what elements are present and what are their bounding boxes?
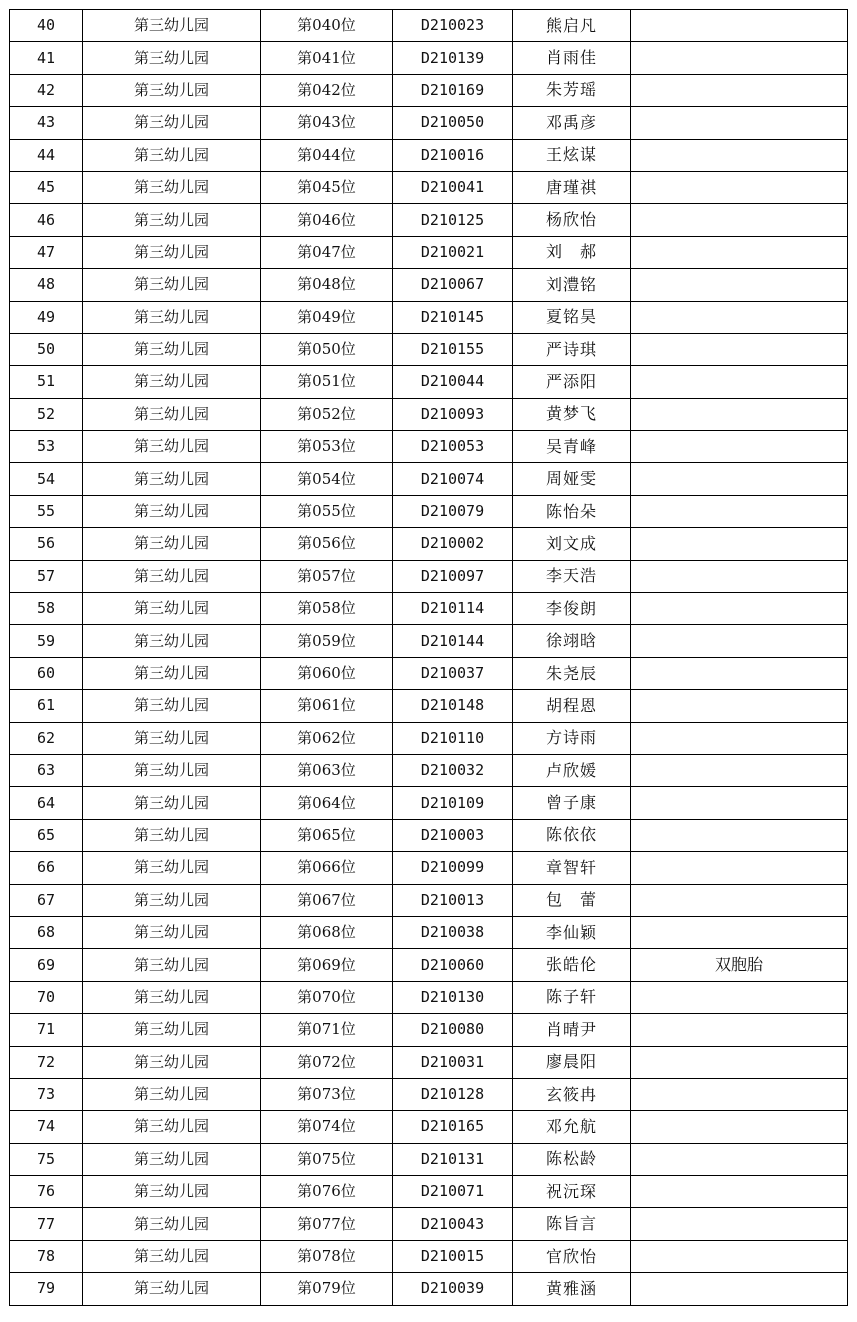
code-cell: D210144 — [393, 625, 513, 657]
school-cell: 第三幼儿园 — [83, 722, 261, 754]
row-number-cell: 67 — [10, 884, 83, 916]
position-cell: 第043位 — [261, 107, 393, 139]
roster-table-body — [10, 10, 848, 1306]
child-name-cell: 包 蕾 — [513, 884, 631, 916]
table-row — [10, 690, 848, 722]
child-name-cell: 杨欣怡 — [513, 204, 631, 236]
note-cell: 双胞胎 — [631, 949, 848, 981]
child-name-cell: 肖晴尹 — [513, 1014, 631, 1046]
code-cell: D210043 — [393, 1208, 513, 1240]
table-row — [10, 916, 848, 948]
row-number-cell: 43 — [10, 107, 83, 139]
note-cell — [631, 625, 848, 657]
code-cell: D210038 — [393, 916, 513, 948]
row-number-cell: 51 — [10, 366, 83, 398]
table-row — [10, 1176, 848, 1208]
table-row — [10, 495, 848, 527]
note-cell — [631, 10, 848, 42]
position-cell: 第044位 — [261, 139, 393, 171]
note-cell — [631, 42, 848, 74]
school-cell: 第三幼儿园 — [83, 236, 261, 268]
child-name-cell: 徐翊晗 — [513, 625, 631, 657]
row-number-cell: 64 — [10, 787, 83, 819]
child-name-cell: 肖雨佳 — [513, 42, 631, 74]
position-cell: 第063位 — [261, 754, 393, 786]
table-row — [10, 139, 848, 171]
row-number-cell: 48 — [10, 269, 83, 301]
row-number-cell: 47 — [10, 236, 83, 268]
position-cell: 第077位 — [261, 1208, 393, 1240]
note-cell — [631, 690, 848, 722]
table-row — [10, 1014, 848, 1046]
position-cell: 第041位 — [261, 42, 393, 74]
school-cell: 第三幼儿园 — [83, 852, 261, 884]
note-cell — [631, 1143, 848, 1175]
code-cell: D210021 — [393, 236, 513, 268]
child-name-cell: 严诗琪 — [513, 333, 631, 365]
note-cell — [631, 431, 848, 463]
table-row — [10, 463, 848, 495]
table-row — [10, 657, 848, 689]
child-name-cell: 夏铭昊 — [513, 301, 631, 333]
position-cell: 第076位 — [261, 1176, 393, 1208]
position-cell: 第071位 — [261, 1014, 393, 1046]
school-cell: 第三幼儿园 — [83, 884, 261, 916]
note-cell — [631, 722, 848, 754]
school-cell: 第三幼儿园 — [83, 107, 261, 139]
note-cell — [631, 301, 848, 333]
code-cell: D210110 — [393, 722, 513, 754]
roster-sheet — [9, 9, 847, 1306]
child-name-cell: 李天浩 — [513, 560, 631, 592]
table-row — [10, 398, 848, 430]
code-cell: D210032 — [393, 754, 513, 786]
child-name-cell: 陈怡朵 — [513, 495, 631, 527]
code-cell: D210067 — [393, 269, 513, 301]
school-cell: 第三幼儿园 — [83, 204, 261, 236]
code-cell: D210169 — [393, 74, 513, 106]
row-number-cell: 77 — [10, 1208, 83, 1240]
position-cell: 第050位 — [261, 333, 393, 365]
note-cell — [631, 819, 848, 851]
note-cell — [631, 204, 848, 236]
child-name-cell: 熊启凡 — [513, 10, 631, 42]
note-cell — [631, 560, 848, 592]
school-cell: 第三幼儿园 — [83, 981, 261, 1013]
note-cell — [631, 495, 848, 527]
child-name-cell: 吴青峰 — [513, 431, 631, 463]
table-row — [10, 333, 848, 365]
child-name-cell: 黄梦飞 — [513, 398, 631, 430]
roster-table — [9, 9, 848, 1306]
row-number-cell: 73 — [10, 1078, 83, 1110]
code-cell: D210165 — [393, 1111, 513, 1143]
code-cell: D210002 — [393, 528, 513, 560]
position-cell: 第057位 — [261, 560, 393, 592]
position-cell: 第056位 — [261, 528, 393, 560]
school-cell: 第三幼儿园 — [83, 657, 261, 689]
position-cell: 第068位 — [261, 916, 393, 948]
code-cell: D210097 — [393, 560, 513, 592]
row-number-cell: 57 — [10, 560, 83, 592]
school-cell: 第三幼儿园 — [83, 1176, 261, 1208]
child-name-cell: 邓允航 — [513, 1111, 631, 1143]
note-cell — [631, 916, 848, 948]
child-name-cell: 官欣怡 — [513, 1240, 631, 1272]
position-cell: 第059位 — [261, 625, 393, 657]
table-row — [10, 107, 848, 139]
note-cell — [631, 1078, 848, 1110]
note-cell — [631, 74, 848, 106]
code-cell: D210074 — [393, 463, 513, 495]
child-name-cell: 刘 郝 — [513, 236, 631, 268]
position-cell: 第042位 — [261, 74, 393, 106]
table-row — [10, 269, 848, 301]
position-cell: 第040位 — [261, 10, 393, 42]
school-cell: 第三幼儿园 — [83, 74, 261, 106]
note-cell — [631, 1046, 848, 1078]
row-number-cell: 66 — [10, 852, 83, 884]
row-number-cell: 75 — [10, 1143, 83, 1175]
position-cell: 第055位 — [261, 495, 393, 527]
table-row — [10, 625, 848, 657]
child-name-cell: 陈子轩 — [513, 981, 631, 1013]
school-cell: 第三幼儿园 — [83, 398, 261, 430]
position-cell: 第072位 — [261, 1046, 393, 1078]
note-cell — [631, 1208, 848, 1240]
child-name-cell: 玄筱冉 — [513, 1078, 631, 1110]
row-number-cell: 50 — [10, 333, 83, 365]
school-cell: 第三幼儿园 — [83, 42, 261, 74]
code-cell: D210015 — [393, 1240, 513, 1272]
school-cell: 第三幼儿园 — [83, 1273, 261, 1305]
table-row — [10, 884, 848, 916]
child-name-cell: 陈旨言 — [513, 1208, 631, 1240]
school-cell: 第三幼儿园 — [83, 916, 261, 948]
row-number-cell: 71 — [10, 1014, 83, 1046]
note-cell — [631, 1176, 848, 1208]
child-name-cell: 方诗雨 — [513, 722, 631, 754]
position-cell: 第069位 — [261, 949, 393, 981]
child-name-cell: 朱尧辰 — [513, 657, 631, 689]
table-row — [10, 819, 848, 851]
code-cell: D210109 — [393, 787, 513, 819]
child-name-cell: 唐瑾祺 — [513, 171, 631, 203]
row-number-cell: 72 — [10, 1046, 83, 1078]
note-cell — [631, 528, 848, 560]
school-cell: 第三幼儿园 — [83, 528, 261, 560]
code-cell: D210016 — [393, 139, 513, 171]
position-cell: 第078位 — [261, 1240, 393, 1272]
school-cell: 第三幼儿园 — [83, 690, 261, 722]
school-cell: 第三幼儿园 — [83, 1014, 261, 1046]
code-cell: D210155 — [393, 333, 513, 365]
row-number-cell: 60 — [10, 657, 83, 689]
position-cell: 第048位 — [261, 269, 393, 301]
position-cell: 第051位 — [261, 366, 393, 398]
row-number-cell: 44 — [10, 139, 83, 171]
table-row — [10, 366, 848, 398]
row-number-cell: 56 — [10, 528, 83, 560]
row-number-cell: 42 — [10, 74, 83, 106]
position-cell: 第079位 — [261, 1273, 393, 1305]
note-cell — [631, 852, 848, 884]
school-cell: 第三幼儿园 — [83, 819, 261, 851]
code-cell: D210145 — [393, 301, 513, 333]
code-cell: D210079 — [393, 495, 513, 527]
child-name-cell: 李仙颖 — [513, 916, 631, 948]
note-cell — [631, 787, 848, 819]
position-cell: 第045位 — [261, 171, 393, 203]
code-cell: D210125 — [393, 204, 513, 236]
position-cell: 第047位 — [261, 236, 393, 268]
school-cell: 第三幼儿园 — [83, 949, 261, 981]
school-cell: 第三幼儿园 — [83, 366, 261, 398]
note-cell — [631, 398, 848, 430]
child-name-cell: 黄雅涵 — [513, 1273, 631, 1305]
school-cell: 第三幼儿园 — [83, 625, 261, 657]
school-cell: 第三幼儿园 — [83, 431, 261, 463]
row-number-cell: 62 — [10, 722, 83, 754]
code-cell: D210041 — [393, 171, 513, 203]
child-name-cell: 王炫谋 — [513, 139, 631, 171]
position-cell: 第075位 — [261, 1143, 393, 1175]
school-cell: 第三幼儿园 — [83, 1208, 261, 1240]
child-name-cell: 朱芳瑶 — [513, 74, 631, 106]
child-name-cell: 李俊朗 — [513, 593, 631, 625]
school-cell: 第三幼儿园 — [83, 495, 261, 527]
table-row — [10, 10, 848, 42]
child-name-cell: 陈依依 — [513, 819, 631, 851]
school-cell: 第三幼儿园 — [83, 171, 261, 203]
table-row — [10, 1273, 848, 1305]
table-row — [10, 981, 848, 1013]
code-cell: D210003 — [393, 819, 513, 851]
code-cell: D210013 — [393, 884, 513, 916]
position-cell: 第058位 — [261, 593, 393, 625]
child-name-cell: 刘澧铭 — [513, 269, 631, 301]
row-number-cell: 79 — [10, 1273, 83, 1305]
position-cell: 第074位 — [261, 1111, 393, 1143]
row-number-cell: 52 — [10, 398, 83, 430]
row-number-cell: 65 — [10, 819, 83, 851]
table-row — [10, 787, 848, 819]
position-cell: 第052位 — [261, 398, 393, 430]
table-row — [10, 301, 848, 333]
school-cell: 第三幼儿园 — [83, 593, 261, 625]
code-cell: D210031 — [393, 1046, 513, 1078]
note-cell — [631, 107, 848, 139]
row-number-cell: 58 — [10, 593, 83, 625]
note-cell — [631, 269, 848, 301]
school-cell: 第三幼儿园 — [83, 139, 261, 171]
child-name-cell: 曾子康 — [513, 787, 631, 819]
school-cell: 第三幼儿园 — [83, 1240, 261, 1272]
note-cell — [631, 333, 848, 365]
child-name-cell: 陈松龄 — [513, 1143, 631, 1175]
child-name-cell: 张皓伦 — [513, 949, 631, 981]
school-cell: 第三幼儿园 — [83, 754, 261, 786]
code-cell: D210037 — [393, 657, 513, 689]
row-number-cell: 61 — [10, 690, 83, 722]
row-number-cell: 68 — [10, 916, 83, 948]
note-cell — [631, 1273, 848, 1305]
code-cell: D210044 — [393, 366, 513, 398]
school-cell: 第三幼儿园 — [83, 333, 261, 365]
note-cell — [631, 236, 848, 268]
position-cell: 第070位 — [261, 981, 393, 1013]
code-cell: D210080 — [393, 1014, 513, 1046]
code-cell: D210128 — [393, 1078, 513, 1110]
row-number-cell: 49 — [10, 301, 83, 333]
table-row — [10, 754, 848, 786]
note-cell — [631, 1240, 848, 1272]
table-row — [10, 74, 848, 106]
row-number-cell: 45 — [10, 171, 83, 203]
note-cell — [631, 366, 848, 398]
row-number-cell: 69 — [10, 949, 83, 981]
note-cell — [631, 139, 848, 171]
school-cell: 第三幼儿园 — [83, 1111, 261, 1143]
code-cell: D210023 — [393, 10, 513, 42]
table-row — [10, 528, 848, 560]
position-cell: 第046位 — [261, 204, 393, 236]
school-cell: 第三幼儿园 — [83, 1046, 261, 1078]
school-cell: 第三幼儿园 — [83, 463, 261, 495]
school-cell: 第三幼儿园 — [83, 1078, 261, 1110]
school-cell: 第三幼儿园 — [83, 1143, 261, 1175]
table-row — [10, 949, 848, 981]
note-cell — [631, 1111, 848, 1143]
table-row — [10, 171, 848, 203]
code-cell: D210093 — [393, 398, 513, 430]
child-name-cell: 周娅雯 — [513, 463, 631, 495]
child-name-cell: 邓禹彦 — [513, 107, 631, 139]
table-row — [10, 852, 848, 884]
school-cell: 第三幼儿园 — [83, 301, 261, 333]
table-row — [10, 42, 848, 74]
row-number-cell: 74 — [10, 1111, 83, 1143]
note-cell — [631, 593, 848, 625]
row-number-cell: 55 — [10, 495, 83, 527]
row-number-cell: 59 — [10, 625, 83, 657]
note-cell — [631, 463, 848, 495]
child-name-cell: 卢欣媛 — [513, 754, 631, 786]
row-number-cell: 54 — [10, 463, 83, 495]
code-cell: D210130 — [393, 981, 513, 1013]
code-cell: D210114 — [393, 593, 513, 625]
row-number-cell: 53 — [10, 431, 83, 463]
position-cell: 第049位 — [261, 301, 393, 333]
position-cell: 第060位 — [261, 657, 393, 689]
table-row — [10, 593, 848, 625]
table-row — [10, 1046, 848, 1078]
table-row — [10, 1143, 848, 1175]
row-number-cell: 76 — [10, 1176, 83, 1208]
note-cell — [631, 754, 848, 786]
position-cell: 第066位 — [261, 852, 393, 884]
code-cell: D210099 — [393, 852, 513, 884]
child-name-cell: 严添阳 — [513, 366, 631, 398]
position-cell: 第067位 — [261, 884, 393, 916]
school-cell: 第三幼儿园 — [83, 10, 261, 42]
position-cell: 第062位 — [261, 722, 393, 754]
code-cell: D210039 — [393, 1273, 513, 1305]
position-cell: 第054位 — [261, 463, 393, 495]
school-cell: 第三幼儿园 — [83, 560, 261, 592]
note-cell — [631, 884, 848, 916]
row-number-cell: 70 — [10, 981, 83, 1013]
table-row — [10, 1111, 848, 1143]
row-number-cell: 78 — [10, 1240, 83, 1272]
table-row — [10, 1078, 848, 1110]
note-cell — [631, 657, 848, 689]
table-row — [10, 204, 848, 236]
position-cell: 第073位 — [261, 1078, 393, 1110]
table-row — [10, 1208, 848, 1240]
child-name-cell: 章智轩 — [513, 852, 631, 884]
code-cell: D210148 — [393, 690, 513, 722]
code-cell: D210053 — [393, 431, 513, 463]
position-cell: 第053位 — [261, 431, 393, 463]
row-number-cell: 63 — [10, 754, 83, 786]
row-number-cell: 40 — [10, 10, 83, 42]
table-row — [10, 1240, 848, 1272]
table-row — [10, 560, 848, 592]
child-name-cell: 祝沅琛 — [513, 1176, 631, 1208]
table-row — [10, 236, 848, 268]
position-cell: 第064位 — [261, 787, 393, 819]
row-number-cell: 41 — [10, 42, 83, 74]
child-name-cell: 胡程恩 — [513, 690, 631, 722]
school-cell: 第三幼儿园 — [83, 787, 261, 819]
code-cell: D210139 — [393, 42, 513, 74]
code-cell: D210131 — [393, 1143, 513, 1175]
position-cell: 第061位 — [261, 690, 393, 722]
note-cell — [631, 981, 848, 1013]
note-cell — [631, 171, 848, 203]
row-number-cell: 46 — [10, 204, 83, 236]
code-cell: D210071 — [393, 1176, 513, 1208]
code-cell: D210060 — [393, 949, 513, 981]
child-name-cell: 廖晨阳 — [513, 1046, 631, 1078]
school-cell: 第三幼儿园 — [83, 269, 261, 301]
child-name-cell: 刘文成 — [513, 528, 631, 560]
code-cell: D210050 — [393, 107, 513, 139]
position-cell: 第065位 — [261, 819, 393, 851]
table-row — [10, 722, 848, 754]
note-cell — [631, 1014, 848, 1046]
table-row — [10, 431, 848, 463]
